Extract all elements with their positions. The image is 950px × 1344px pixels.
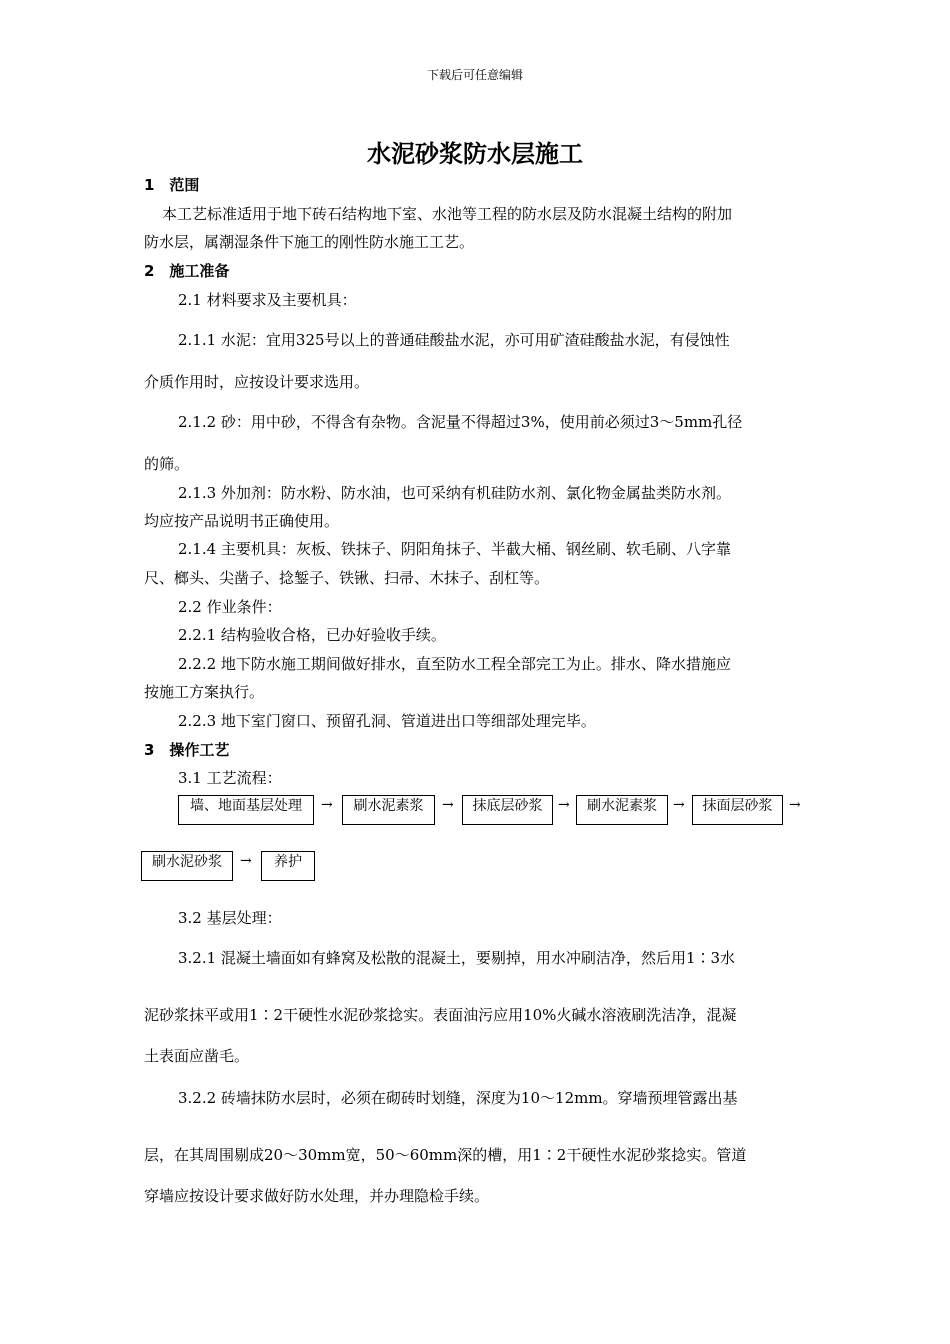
arrow-icon: → — [321, 797, 333, 813]
paragraph: 2.1.4 主要机具：灰板、铁抹子、阴阳角抹子、半截大桶、钢丝刷、软毛刷、八字靠 — [178, 540, 731, 558]
arrow-icon: → — [240, 853, 252, 869]
paragraph: 2.2 作业条件： — [178, 598, 282, 616]
document-title: 水泥砂浆防水层施工 — [367, 140, 583, 168]
paragraph: 的筛。 — [144, 455, 190, 473]
paragraph: 2.1.2 砂：用中砂，不得含有杂物。含泥量不得超过3%，使用前必须过3～5mm孔径 — [178, 413, 743, 431]
section-3-heading: 3 操作工艺 — [144, 741, 230, 759]
section-1-heading: 1 范围 — [144, 176, 200, 194]
paragraph: 2.2.1 结构验收合格，已办好验收手续。 — [178, 626, 446, 644]
page-header: 下载后可任意编辑 — [426, 68, 523, 82]
section-2-heading: 2 施工准备 — [144, 262, 230, 280]
paragraph: 2.1.1 水泥：宜用325号以上的普通硅酸盐水泥，亦可用矿渣硅酸盐水泥，有侵蚀性 — [178, 331, 730, 349]
paragraph: 3.1 工艺流程： — [178, 769, 282, 787]
paragraph: 层，在其周围剔成20～30mm宽，50～60mm深的槽，用1∶2干硬性水泥砂浆捻实。管道 — [144, 1146, 747, 1164]
paragraph: 按施工方案执行。 — [144, 683, 265, 701]
flow-step: 刷水泥砂浆 — [141, 851, 233, 881]
paragraph: 2.2.2 地下防水施工期间做好排水，直至防水工程全部完工为止。排水、降水措施应 — [178, 655, 731, 673]
paragraph: 土表面应凿毛。 — [144, 1047, 250, 1065]
paragraph: 2.2.3 地下室门窗口、预留孔洞、管道进出口等细部处理完毕。 — [178, 712, 596, 730]
paragraph: 本工艺标准适用于地下砖石结构地下室、水池等工程的防水层及防水混凝土结构的附加 — [162, 205, 733, 223]
arrow-icon: → — [673, 797, 685, 813]
arrow-icon: → — [558, 797, 570, 813]
paragraph: 介质作用时，应按设计要求选用。 — [144, 373, 370, 391]
paragraph: 3.2.2 砖墙抹防水层时，必须在砌砖时划缝，深度为10～12mm。穿墙预埋管露出基 — [178, 1089, 738, 1107]
paragraph: 2.1.3 外加剂：防水粉、防水油，也可采纳有机硅防水剂、氯化物金属盐类防水剂。 — [178, 484, 731, 502]
paragraph: 3.2.1 混凝土墙面如有蜂窝及松散的混凝土，要剔掉，用水冲刷洁净，然后用1∶3水 — [178, 949, 736, 967]
paragraph: 3.2 基层处理： — [178, 909, 282, 927]
flow-step: 刷水泥素浆 — [342, 795, 435, 825]
paragraph: 防水层，属潮湿条件下施工的刚性防水施工工艺。 — [144, 233, 475, 251]
flow-step: 养护 — [261, 851, 315, 881]
arrow-icon: → — [442, 797, 454, 813]
paragraph: 穿墙应按设计要求做好防水处理，并办理隐检手续。 — [144, 1187, 490, 1205]
arrow-icon: → — [789, 797, 801, 813]
flow-step: 抹面层砂浆 — [692, 795, 783, 825]
flow-step: 刷水泥素浆 — [576, 795, 668, 825]
paragraph: 泥砂浆抹平或用1∶2干硬性水泥砂浆捻实。表面油污应用10%火碱水溶液刷洗洁净，混凝 — [144, 1006, 737, 1024]
paragraph: 尺、榔头、尖凿子、捻錾子、铁锹、扫帚、木抹子、刮杠等。 — [144, 569, 550, 587]
paragraph: 2.1 材料要求及主要机具： — [178, 291, 357, 309]
paragraph: 均应按产品说明书正确使用。 — [144, 512, 340, 530]
flow-step: 抹底层砂浆 — [462, 795, 553, 825]
flow-step: 墙、地面基层处理 — [178, 795, 314, 825]
